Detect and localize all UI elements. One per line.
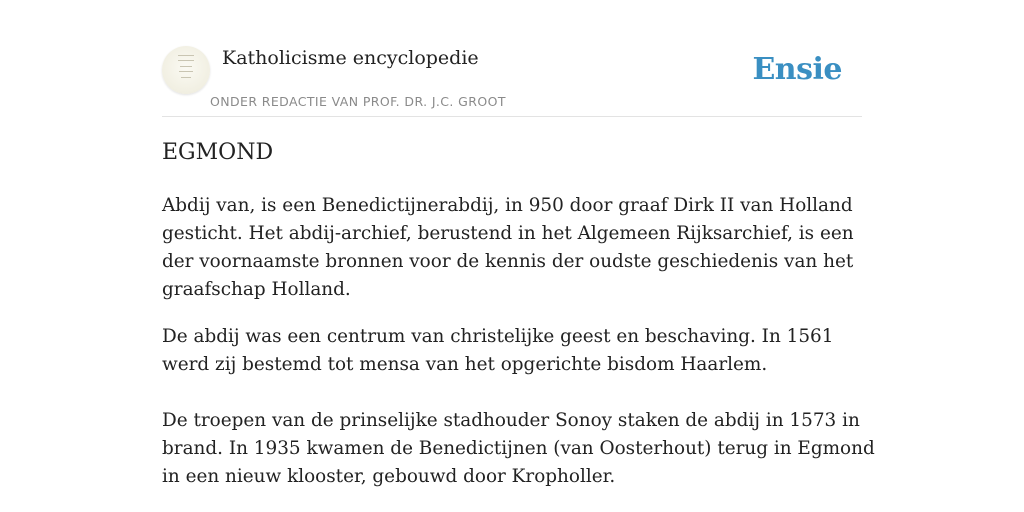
- article-paragraph: De troepen van de prinselijke stadhouder Sonoy staken de abdij in 1573 in brand. In 1935 kwamen de Benedictijnen (van Oosterhout) terug in Egmond in een nieuw klooster, gebouwd door Kropholler.: [162, 410, 875, 487]
- article-title: EGMOND: [162, 140, 274, 165]
- encyclopedia-title[interactable]: Katholicisme encyclopedie: [222, 47, 479, 69]
- editor-credit: ONDER REDACTIE VAN PROF. DR. J.C. GROOT: [210, 94, 506, 109]
- article-paragraph: De abdij was een centrum van christelijke geest en beschaving. In 1561 werd zij bestemd tot mensa van het opgerichte bisdom Haarlem.: [162, 326, 834, 375]
- ensie-logo-link[interactable]: Ensie: [752, 52, 842, 87]
- site-header: [162, 44, 862, 117]
- encyclopedia-cover-image[interactable]: [162, 46, 210, 94]
- article-paragraph: Abdij van, is een Benedictijnerabdij, in 950 door graaf Dirk II van Holland gesticht. Het abdij-archief, berustend in het Algemeen Rijksarchief, is een der voornaamste bronnen voor de kennis der oudste geschiedenis van het graafschap Holland.: [162, 195, 854, 300]
